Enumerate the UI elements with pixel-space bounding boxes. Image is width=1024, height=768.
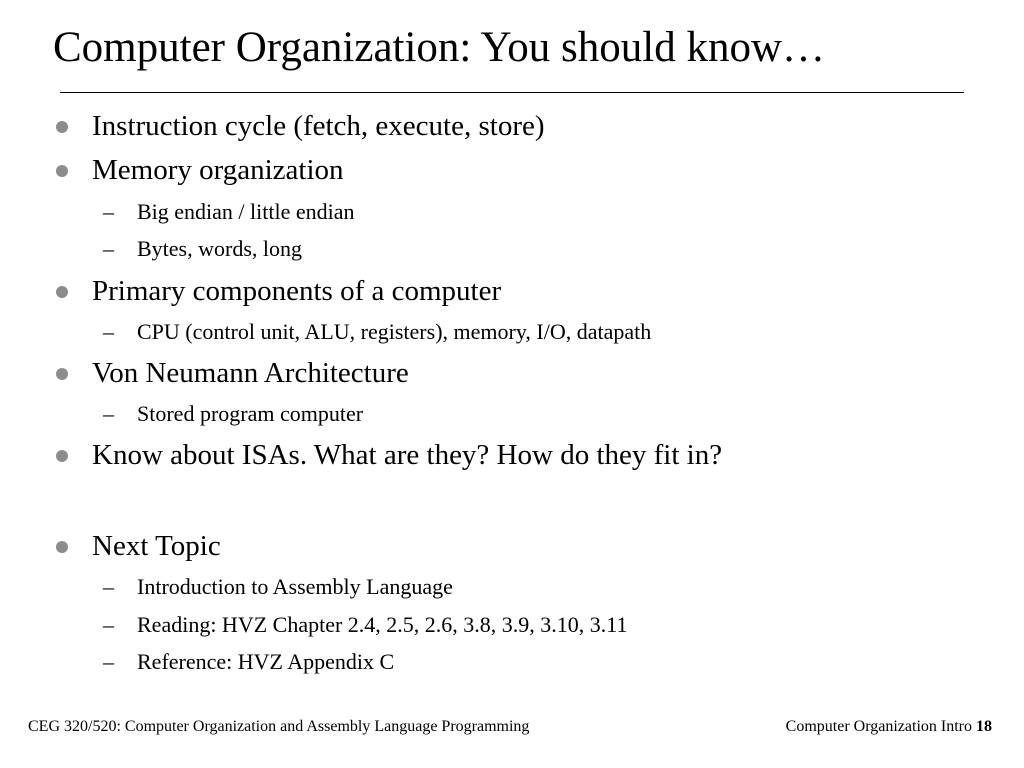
bullet-item: Von Neumann Architecture xyxy=(92,357,409,389)
dash-icon: – xyxy=(103,199,114,224)
bullet-icon xyxy=(56,286,68,298)
footer-course: CEG 320/520: Computer Organization and Assembly Language Programming xyxy=(28,718,530,735)
sub-item: Reference: HVZ Appendix C xyxy=(137,649,395,674)
dash-icon: – xyxy=(103,401,114,426)
dash-icon: – xyxy=(103,319,114,344)
bullet-item: Memory organization xyxy=(92,154,344,186)
bullet-item: Know about ISAs. What are they? How do they fit in? xyxy=(92,439,723,471)
bullet-icon xyxy=(56,165,68,177)
footer-section: Computer Organization Intro xyxy=(785,718,972,735)
sub-item: Introduction to Assembly Language xyxy=(137,574,453,599)
footer-right xyxy=(786,716,992,738)
title-divider xyxy=(60,92,964,93)
bullet-icon xyxy=(56,450,68,462)
sub-item: CPU (control unit, ALU, registers), memory, I/O, datapath xyxy=(137,319,652,344)
bullet-item: Next Topic xyxy=(92,530,221,562)
dash-icon: – xyxy=(103,236,114,261)
sub-item: Big endian / little endian xyxy=(137,199,355,224)
slide-title: Computer Organization: You should know… xyxy=(53,24,826,71)
bullet-icon xyxy=(56,541,68,553)
bullet-icon xyxy=(56,121,68,133)
sub-item: Stored program computer xyxy=(137,401,364,426)
bullet-item: Instruction cycle (fetch, execute, store) xyxy=(92,110,545,142)
bullet-icon xyxy=(56,368,68,380)
sub-item: Bytes, words, long xyxy=(137,236,302,261)
dash-icon: – xyxy=(103,612,114,637)
bullet-item: Primary components of a computer xyxy=(92,275,502,307)
page-number: 18 xyxy=(976,718,992,735)
sub-item: Reading: HVZ Chapter 2.4, 2.5, 2.6, 3.8, 3.9, 3.10, 3.11 xyxy=(137,612,628,637)
dash-icon: – xyxy=(103,574,114,599)
dash-icon: – xyxy=(103,649,114,674)
